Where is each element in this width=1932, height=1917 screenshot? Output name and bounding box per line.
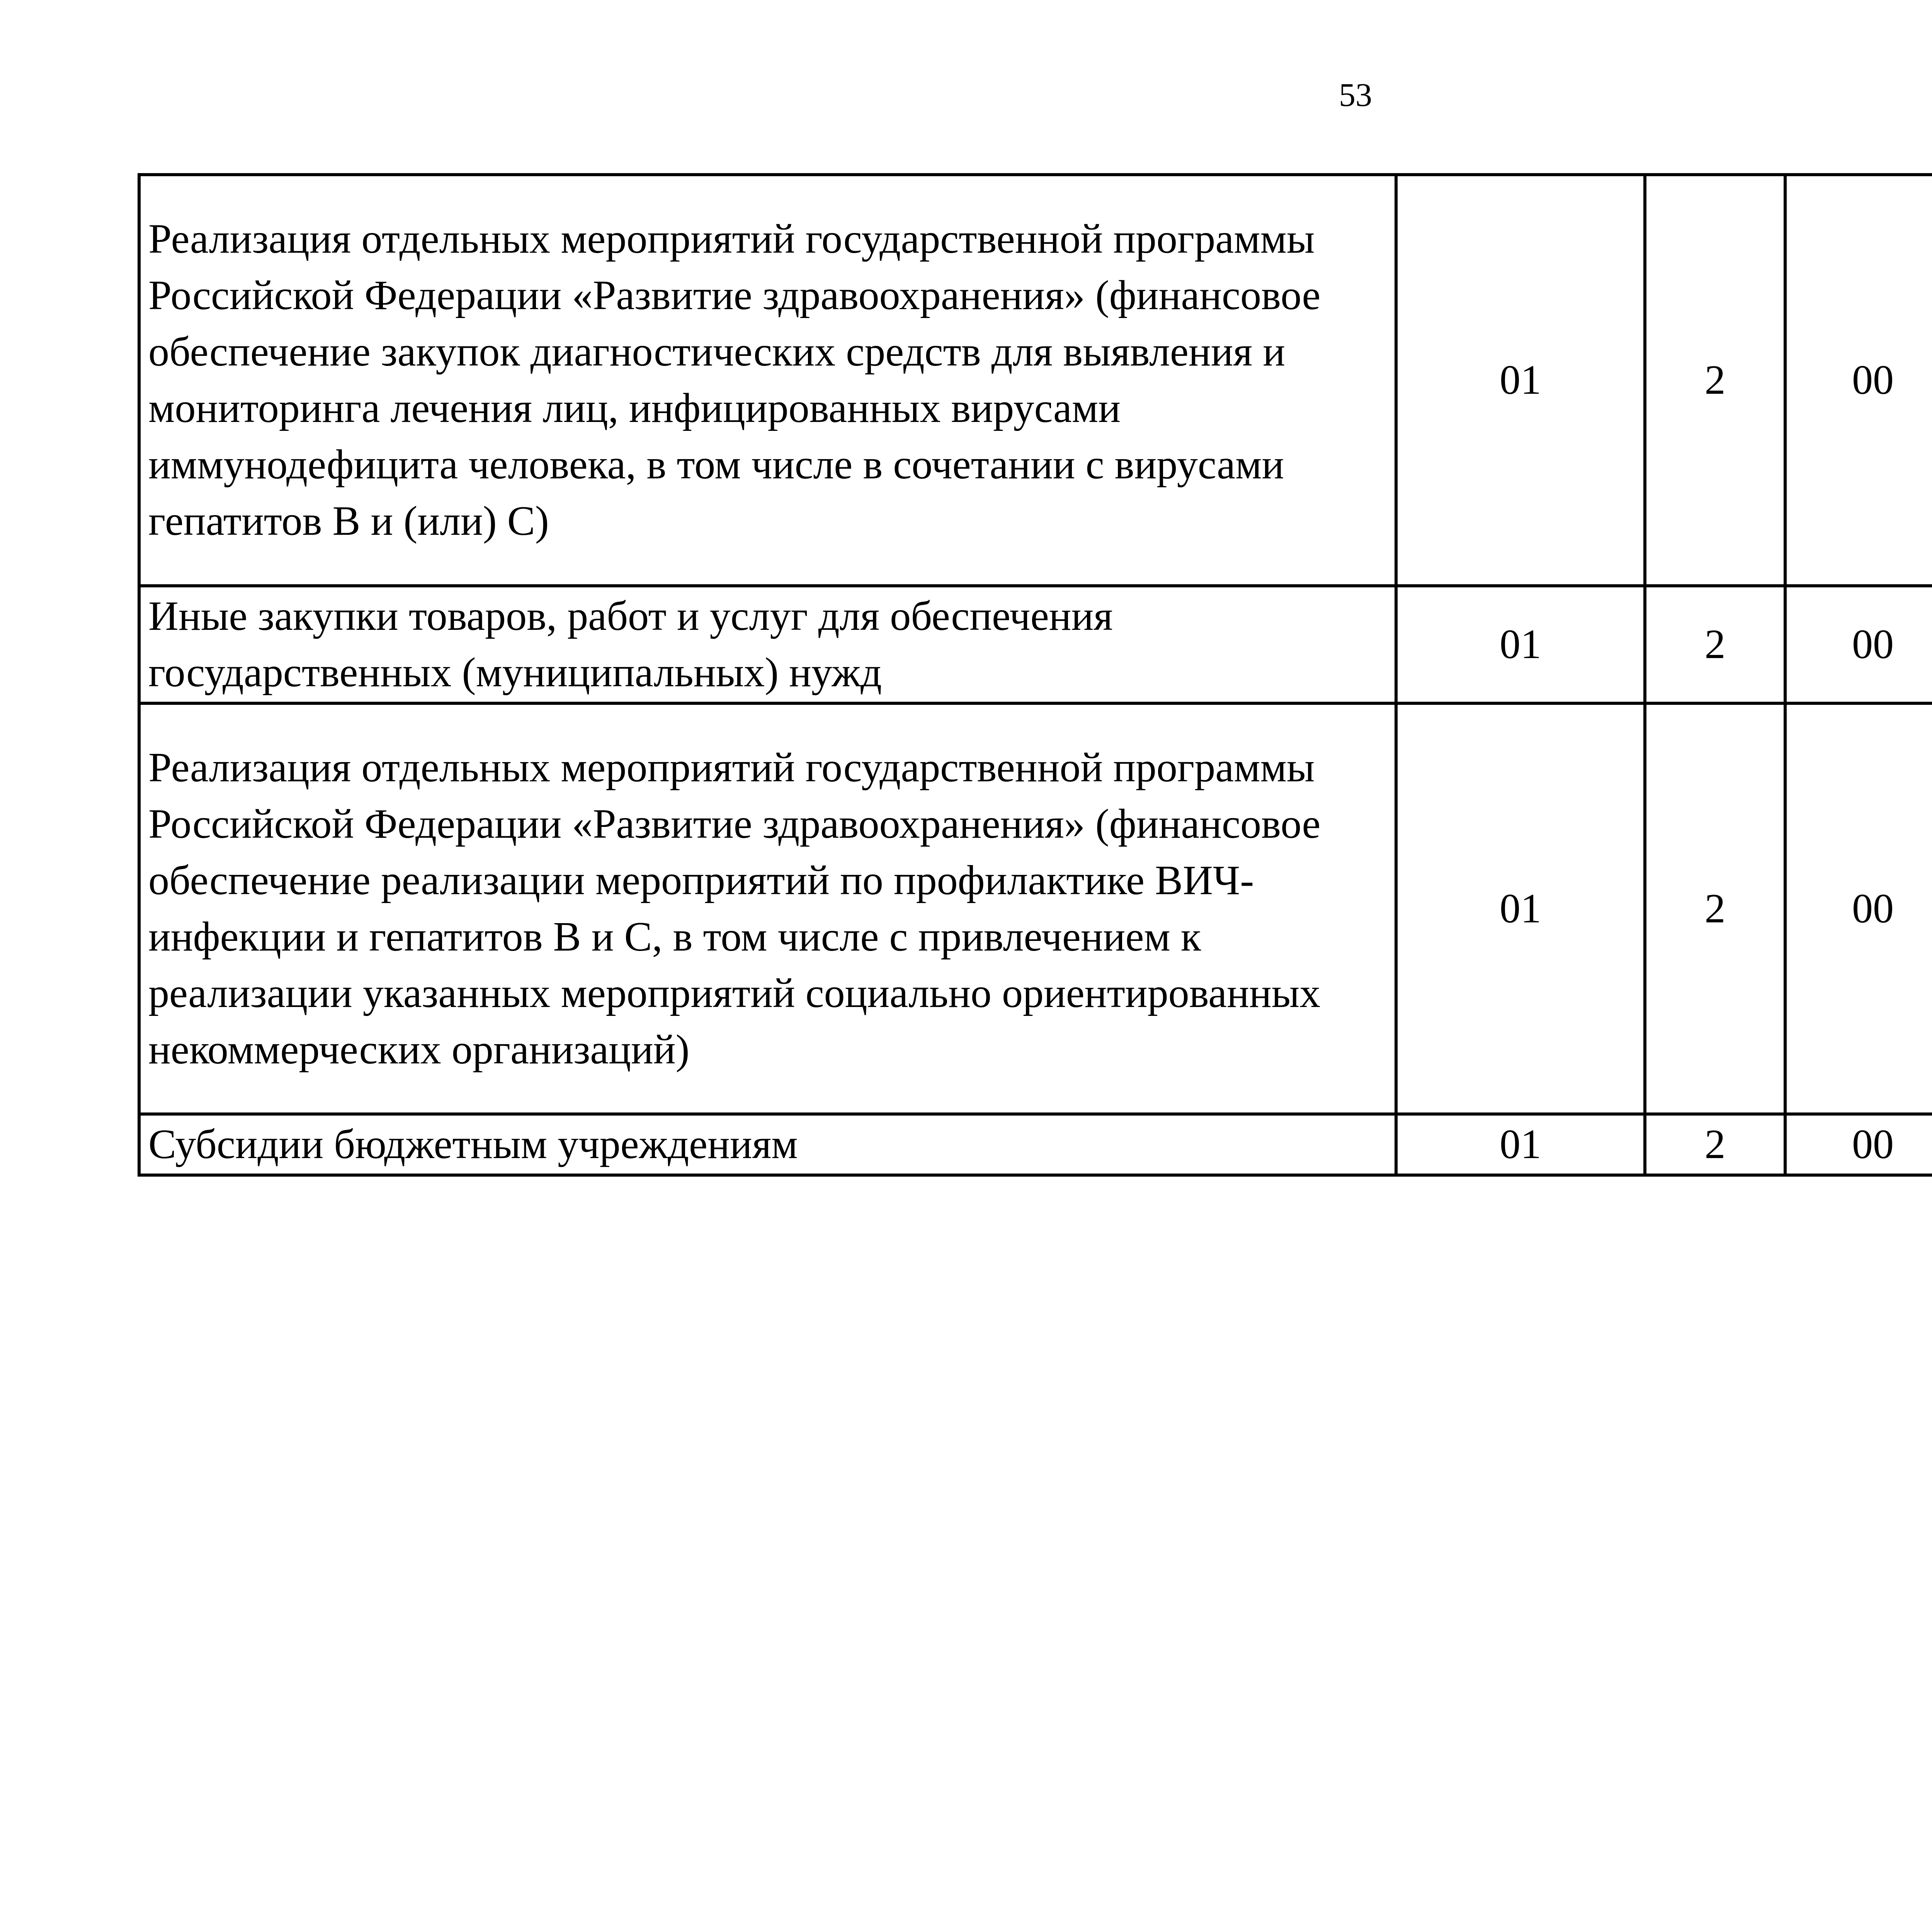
row-code-3: 00 <box>1785 586 1932 703</box>
row-code-1: 01 <box>1396 703 1645 1114</box>
budget-table <box>138 173 1932 1177</box>
table-row <box>139 175 1932 586</box>
page-number: 53 <box>1339 76 1372 113</box>
table-row <box>139 703 1932 1114</box>
row-description: Иные закупки товаров, работ и услуг для обеспечения государственных (муниципальных) нужд <box>139 586 1396 703</box>
row-code-2: 2 <box>1645 175 1785 586</box>
row-code-1: 01 <box>1396 175 1645 586</box>
row-code-1: 01 <box>1396 586 1645 703</box>
row-code-3: 00 <box>1785 703 1932 1114</box>
table-row <box>139 586 1932 703</box>
row-code-2: 2 <box>1645 1114 1785 1175</box>
row-description: Субсидии бюджетным учреждениям <box>139 1114 1396 1175</box>
row-code-2: 2 <box>1645 586 1785 703</box>
table-row <box>139 1114 1932 1175</box>
row-code-3: 00 <box>1785 1114 1932 1175</box>
row-code-1: 01 <box>1396 1114 1645 1175</box>
row-code-3: 00 <box>1785 175 1932 586</box>
row-code-2: 2 <box>1645 703 1785 1114</box>
row-description: Реализация отдельных мероприятий государственной программы Российской Федерации «Развитие здравоохранения» (финансовое обеспечение реализации мероприятий по профилактике ВИЧ-инфекции и гепатитов B и C, в том числе с привлечением к реализации указанных мероприятий социально ориентированных некоммерческих организаций) <box>139 703 1396 1114</box>
row-description: Реализация отдельных мероприятий государственной программы Российской Федерации «Развитие здравоохранения» (финансовое обеспечение закупок диагностических средств для выявления и мониторинга лечения лиц, инфицированных вирусами иммунодефицита человека, в том числе в сочетании с вирусами гепатитов B и (или) C) <box>139 175 1396 586</box>
